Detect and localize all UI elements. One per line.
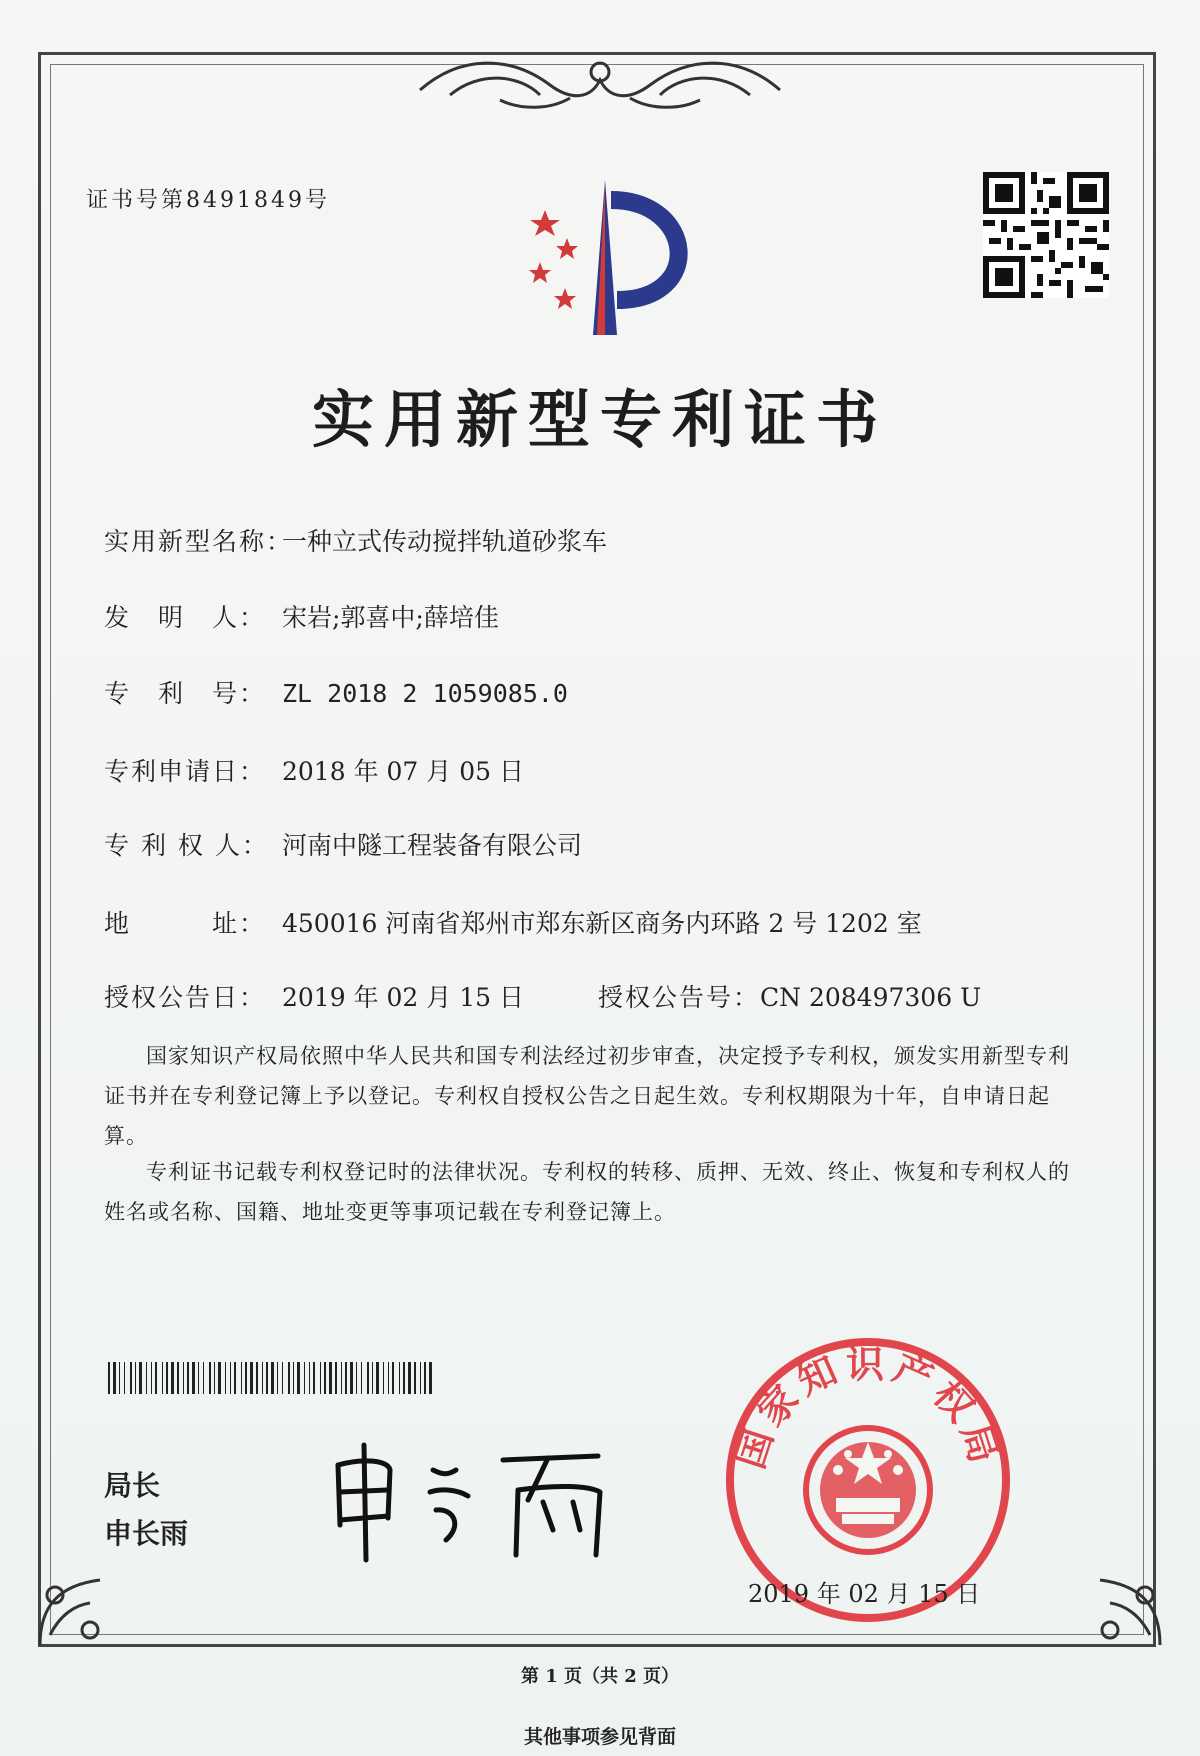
qr-code-icon <box>983 172 1109 298</box>
field-label: 授权公告号： <box>598 983 761 1012</box>
director-title: 局长 <box>104 1469 161 1502</box>
seal-date: 2019 年 02 月 15 日 <box>748 1580 981 1608</box>
field-patentee <box>104 826 582 862</box>
top-ornament-icon <box>400 50 800 120</box>
svg-text:国家知识产权局: 国家知识产权局 <box>727 1341 1009 1474</box>
barcode-icon <box>108 1362 438 1394</box>
bottom-left-ornament-icon <box>30 1565 120 1655</box>
field-publication-number <box>598 978 981 1014</box>
field-label: 地 址： <box>104 909 267 938</box>
back-note: 其他事项参见背面 <box>523 1726 676 1748</box>
field-value: 一种立式传动搅拌轨道砂浆车 <box>282 527 608 556</box>
field-label: 专 利 号： <box>104 679 267 708</box>
field-value: CN 208497306 U <box>760 983 982 1012</box>
field-label: 专利申请日： <box>104 757 267 786</box>
director-name: 申长雨 <box>104 1517 189 1550</box>
body-paragraph-2: 专利证书记载专利权登记时的法律状况。专利权的转移、质押、无效、终止、恢复和专利权人的姓名或名称、国籍、地址变更等事项记载在专利登记簿上。 <box>104 1160 1070 1224</box>
field-label: 专 利 权 人： <box>104 831 269 860</box>
field-value: 2019 年 02 月 15 日 <box>282 983 524 1012</box>
field-patent-number <box>104 674 568 710</box>
field-value: ZL 2018 2 1059085.0 <box>282 679 568 708</box>
field-value: 2018 年 07 月 05 日 <box>282 757 524 786</box>
field-address <box>104 904 922 940</box>
field-label: 发 明 人： <box>104 603 267 632</box>
patent-office-logo-icon <box>505 170 715 340</box>
field-inventor <box>104 598 499 634</box>
certificate-number: 证书号第8491849号 <box>86 188 330 213</box>
field-application-date <box>104 752 524 788</box>
field-value: 450016 河南省郑州市郑东新区商务内环路 2 号 1202 室 <box>282 909 922 938</box>
certificate-title: 实用新型专利证书 <box>311 383 888 456</box>
field-label: 授权公告日： <box>104 983 267 1012</box>
national-emblem-icon <box>806 1428 930 1552</box>
body-paragraph-1: 国家知识产权局依照中华人民共和国专利法经过初步审查，决定授予专利权，颁发实用新型专利证书并在专利登记簿上予以登记。专利权自授权公告之日起生效。专利权期限为十年，自申请日起算。 <box>104 1044 1070 1148</box>
field-publication-date <box>104 978 524 1014</box>
field-label: 实用新型名称： <box>104 527 294 556</box>
field-utility-model-name <box>104 522 607 558</box>
director-signature <box>318 1430 618 1570</box>
bottom-right-ornament-icon <box>1080 1565 1170 1655</box>
field-value: 宋岩;郭喜中;薛培佳 <box>282 603 499 632</box>
page-indicator: 第 1 页（共 2 页） <box>520 1666 680 1687</box>
field-value: 河南中隧工程装备有限公司 <box>282 831 583 860</box>
